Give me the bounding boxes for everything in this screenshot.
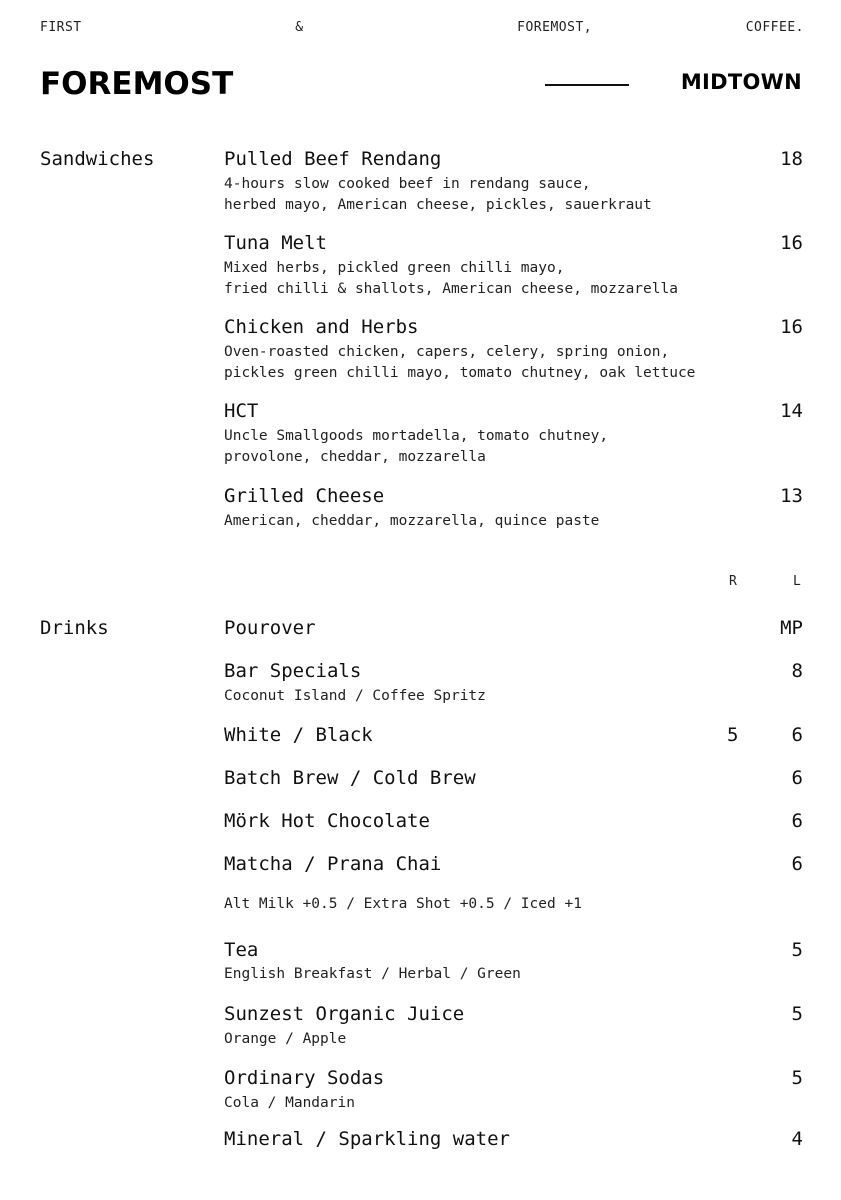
menu-item-price: 6	[791, 767, 803, 789]
menu-item-description: pickles green chilli mayo, tomato chutney, oak lettuce	[224, 365, 696, 381]
menu-item-name: Mörk Hot Chocolate	[224, 810, 430, 832]
menu-item-description: Orange / Apple	[224, 1031, 347, 1047]
menu-item-name: Tuna Melt	[224, 232, 327, 254]
menu-item-price: 6	[791, 810, 803, 832]
tagline-word: COFFEE.	[745, 20, 804, 35]
menu-item-description: American, cheddar, mozzarella, quince paste	[224, 513, 600, 529]
menu-item-name: Tea	[224, 939, 259, 961]
header-rule	[545, 84, 629, 86]
menu-item-price: 16	[780, 232, 803, 254]
menu-item-price: 6	[791, 724, 803, 746]
tagline-word: FIRST	[40, 20, 82, 35]
menu-item-price-regular: 5	[727, 724, 739, 746]
menu-item-name: Sunzest Organic Juice	[224, 1003, 465, 1025]
header	[40, 66, 802, 106]
menu-item-description: Uncle Smallgoods mortadella, tomato chutney,	[224, 428, 609, 444]
section-label-drinks: Drinks	[40, 617, 109, 639]
menu-item-description: Cola / Mandarin	[224, 1095, 355, 1111]
menu-item-description: English Breakfast / Herbal / Green	[224, 966, 521, 982]
tagline-word: &	[295, 20, 304, 35]
menu-item-price: 5	[791, 1067, 803, 1089]
menu-item-name: Pulled Beef Rendang	[224, 148, 442, 170]
menu-item-description: herbed mayo, American cheese, pickles, sauerkraut	[224, 197, 652, 213]
menu-item-price: 6	[791, 853, 803, 875]
menu-item-name: Ordinary Sodas	[224, 1067, 385, 1089]
menu-item-price: MP	[780, 617, 803, 639]
menu-item-name: Mineral / Sparkling water	[224, 1128, 510, 1150]
menu-item-description: Mixed herbs, pickled green chilli mayo,	[224, 260, 565, 276]
menu-item-price: 16	[780, 316, 803, 338]
menu-item-name: HCT	[224, 400, 259, 422]
menu-item-name: Pourover	[224, 617, 316, 639]
menu-item-name: White / Black	[224, 724, 373, 746]
menu-item-name: Matcha / Prana Chai	[224, 853, 442, 875]
tagline	[40, 20, 804, 35]
menu-item-price: 5	[791, 939, 803, 961]
menu-item-description: provolone, cheddar, mozzarella	[224, 449, 486, 465]
tagline-word: FOREMOST,	[517, 20, 593, 35]
brand-logo: FOREMOST	[40, 66, 234, 102]
menu-item-price: 5	[791, 1003, 803, 1025]
section-label-sandwiches: Sandwiches	[40, 148, 155, 170]
menu-item-name: Batch Brew / Cold Brew	[224, 767, 476, 789]
size-header-regular: R	[729, 574, 737, 589]
menu-item-description: Oven-roasted chicken, capers, celery, spring onion,	[224, 344, 670, 360]
size-header-large: L	[793, 574, 801, 589]
menu-item-price: 8	[791, 660, 803, 682]
menu-item-price: 13	[780, 485, 803, 507]
menu-item-price: 18	[780, 148, 803, 170]
menu-item-description: Coconut Island / Coffee Spritz	[224, 688, 486, 704]
menu-item-description: 4-hours slow cooked beef in rendang sauce,	[224, 176, 591, 192]
menu-item-name: Bar Specials	[224, 660, 362, 682]
menu-item-description: fried chilli & shallots, American cheese, mozzarella	[224, 281, 678, 297]
menu-item-name: Chicken and Herbs	[224, 316, 419, 338]
location-title: MIDTOWN	[680, 70, 802, 94]
menu-item-price: 14	[780, 400, 803, 422]
menu-item-name: Grilled Cheese	[224, 485, 385, 507]
menu-item-price: 4	[791, 1128, 803, 1150]
extras-note: Alt Milk +0.5 / Extra Shot +0.5 / Iced +1	[224, 896, 582, 912]
